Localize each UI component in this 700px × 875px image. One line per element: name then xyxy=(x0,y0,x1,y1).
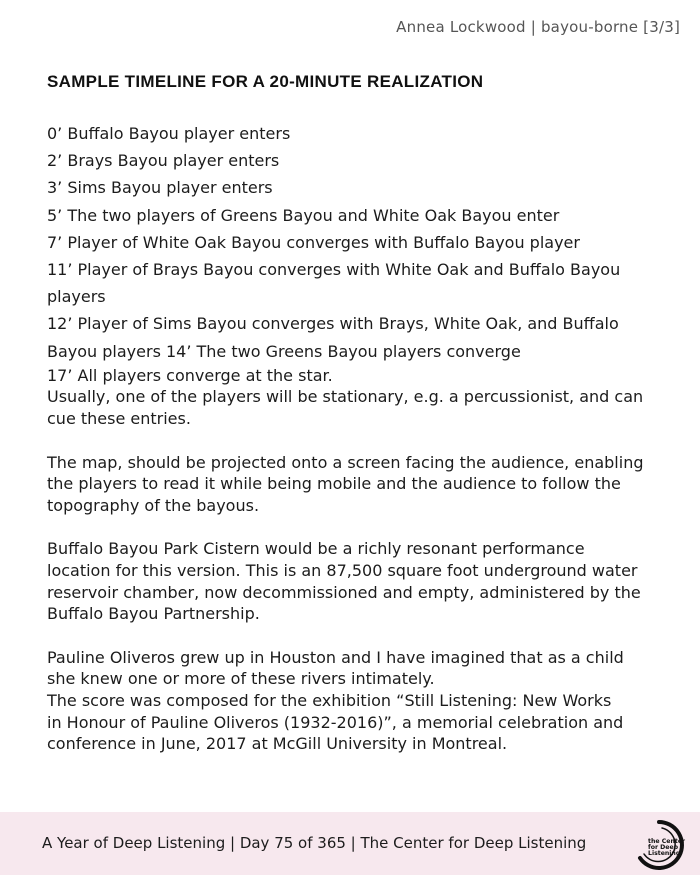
logo-text-line2: for Deep xyxy=(648,844,679,851)
timeline-item: 7’ Player of White Oak Bayou converges with Buffalo Bayou player xyxy=(47,232,580,252)
paragraph-line: Pauline Oliveros grew up in Houston and I have imagined that as a child she knew one or more of these rivers intimately. xyxy=(47,647,624,689)
paragraph-convergence xyxy=(47,365,667,430)
timeline-item: 0’ Buffalo Bayou player enters xyxy=(47,124,291,143)
paragraph-oliveros xyxy=(47,647,647,755)
logo-text-line1: the Center xyxy=(648,838,686,845)
timeline-item: 3’ Sims Bayou player enters xyxy=(47,178,273,198)
page-footer xyxy=(0,812,700,875)
footer-text: A Year of Deep Listening | Day 75 of 365 | The Center for Deep Listening xyxy=(42,834,587,852)
paragraph-line: 17’ All players converge at the star. xyxy=(47,365,333,385)
timeline-list xyxy=(47,120,667,365)
paragraph-cistern: Buffalo Bayou Park Cistern would be a richly resonant performance location for this version. This is an 87,500 square foot underground water reservoir chamber, now decommissioned and empty, administered by the Buffalo Bayou Partnership. xyxy=(47,539,641,624)
section-heading: SAMPLE TIMELINE FOR A 20-MINUTE REALIZATION xyxy=(47,72,484,91)
deep-listening-logo xyxy=(632,818,686,872)
timeline-item: 11’ Player of Brays Bayou converges with White Oak and Buffalo Bayou players xyxy=(47,260,621,307)
page-header: Annea Lockwood | bayou-borne [3/3] xyxy=(396,18,680,36)
paragraph-map: The map, should be projected onto a screen facing the audience, enabling the players to read it while being mobile and the audience to follow the topography of the bayous. xyxy=(47,452,644,515)
paragraph-line: Usually, one of the players will be stationary, e.g. a percussionist, and can cue these entries. xyxy=(47,387,644,429)
main-content xyxy=(47,72,667,777)
timeline-item: 2’ Brays Bayou player enters xyxy=(47,151,280,171)
timeline-item: 12’ Player of Sims Bayou converges with Brays, White Oak, and Buffalo Bayou players 14’ The two Greens Bayou players converge xyxy=(47,314,619,361)
logo-text-line3: Listening xyxy=(648,850,681,857)
paragraph-line: The score was composed for the exhibition “Still Listening: New Works in Honour of Pauline Oliveros (1932-2016)”, a memorial celebration and conference in June, 2017 at McGill University in Montreal. xyxy=(47,690,624,754)
timeline-item: 5’ The two players of Greens Bayou and White Oak Bayou enter xyxy=(47,205,560,225)
